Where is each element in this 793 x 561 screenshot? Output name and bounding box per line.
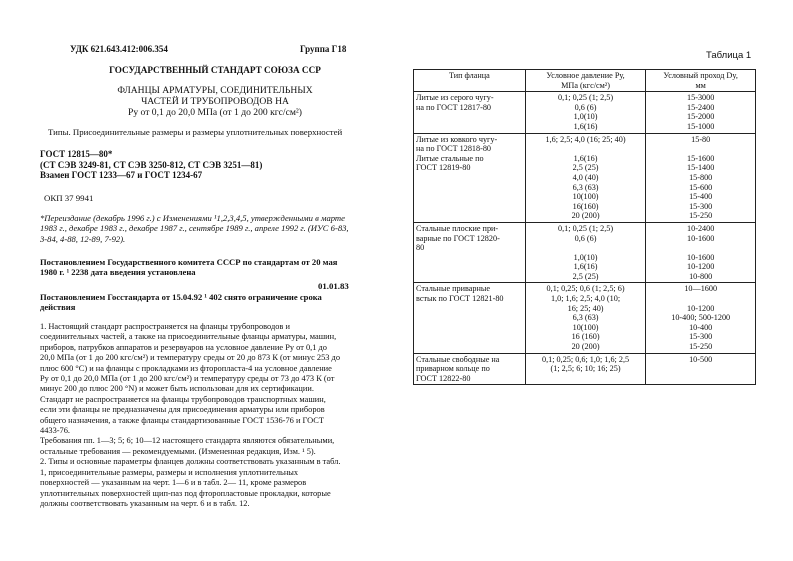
cell-line: 0,1; 0,25 (1; 2,5) bbox=[558, 93, 614, 103]
group-code: Группа Г18 bbox=[300, 44, 347, 54]
cell-line: 16 (160) bbox=[571, 332, 600, 342]
cell-line: 15-600 bbox=[689, 182, 713, 192]
cell-line: 16(160) bbox=[572, 201, 599, 211]
header-line: МПа (кгс/см²) bbox=[561, 80, 610, 90]
cell-line: 1,6(16) bbox=[573, 262, 598, 272]
cell-line bbox=[648, 144, 753, 154]
cell-line: 6,3 (63) bbox=[572, 313, 599, 323]
cell-pressure bbox=[525, 222, 646, 283]
gost-replaces: Взамен ГОСТ 1233—67 и ГОСТ 1234-67 bbox=[40, 170, 203, 180]
cell-line: 20 (200) bbox=[571, 211, 600, 221]
cell-line: 10-2400 bbox=[687, 223, 715, 233]
cell-line: 1,6(16) bbox=[573, 121, 598, 131]
title-line: ФЛАНЦЫ АРМАТУРЫ, СОЕДИНИТЕЛЬНЫХ bbox=[117, 85, 313, 96]
cell-pressure bbox=[525, 353, 646, 385]
cell-diameter bbox=[646, 92, 756, 133]
cell-line: 15-400 bbox=[689, 192, 713, 202]
decree-line: Постановлением Государственного комитета СССР по стандартам от 20 мая bbox=[40, 257, 338, 267]
table-row bbox=[414, 133, 756, 222]
decree-line: 1980 г. ¹ 2238 дата введения установлена bbox=[40, 267, 196, 278]
cell-line: Литые стальные по bbox=[416, 153, 484, 163]
body-line: 4433-76. bbox=[40, 426, 71, 436]
cell-line: 10-400 bbox=[689, 322, 713, 332]
cell-line: 10-1600 bbox=[687, 233, 715, 243]
cell-line: Литые из серого чугу- bbox=[416, 93, 494, 103]
cell-pressure bbox=[525, 92, 646, 133]
cell-pressure bbox=[525, 133, 646, 222]
cell-line: 0,1; 0,25; 0,6; 1,0; 1,6; 2,5 bbox=[542, 354, 630, 364]
cell-line: 15-1400 bbox=[687, 163, 715, 173]
body-line: минус 200 до плюс 200 °N) и может быть использован для их сертификации. bbox=[40, 384, 314, 394]
cell-line: 0,6 (6) bbox=[574, 233, 597, 243]
cell-diameter bbox=[646, 133, 756, 222]
decree2-line: Постановлением Госстандарта от 15.04.92 ¹ 402 снято ограничение срока bbox=[40, 292, 322, 302]
cell-pressure bbox=[525, 283, 646, 353]
header-line: мм bbox=[695, 80, 706, 90]
flange-table bbox=[413, 69, 756, 385]
cell-line: 15-800 bbox=[689, 172, 713, 182]
body-line: плюс 600 °С) и на фланцы с прокладками из фторопласта-4 на условное давление bbox=[40, 363, 332, 373]
decree2-block bbox=[40, 292, 378, 313]
cell-line: 1,0; 1,6; 2,5; 4,0 (10; bbox=[550, 294, 621, 304]
cell-line: 15-250 bbox=[689, 342, 713, 352]
cell-line: ГОСТ 12822-80 bbox=[416, 373, 471, 383]
cell-line: 15-300 bbox=[689, 201, 713, 211]
cell-line: 10(100) bbox=[572, 192, 599, 202]
body-line: уплотнительных поверхностей щип-паз под фторопластовые прокладки, которые bbox=[40, 488, 331, 498]
cell-flange-type bbox=[414, 353, 526, 385]
reissue-line: *Переиздание (декабрь 1996 г.) с Изменениями ¹1,2,3,4,5, утвержденными в марте bbox=[40, 213, 345, 223]
body-line: остальные требования — рекомендуемыми. (Измененная редакция, Изм. ¹ 5). bbox=[40, 446, 316, 456]
table-header-row bbox=[414, 70, 756, 92]
gost-block bbox=[40, 149, 378, 181]
cell-line: варные по ГОСТ 12820- bbox=[416, 233, 500, 243]
cell-line: 1,6; 2,5; 4,0 (16; 25; 40) bbox=[545, 134, 626, 144]
cell-line: 16; 25; 40) bbox=[567, 303, 604, 313]
cell-line: 15-1600 bbox=[687, 153, 715, 163]
body-line: Ру от 0,1 до 20,0 МПа (от 1 до 200 кгс/см²) и температуру среды от 73 до 473 К (от bbox=[40, 374, 335, 384]
cell-diameter bbox=[646, 222, 756, 283]
cell-line: 1,0(10) bbox=[573, 252, 598, 262]
cell-line: Стальные свободные на bbox=[416, 354, 500, 364]
cell-line: 10-500 bbox=[689, 354, 713, 364]
cell-line: 80 bbox=[416, 243, 425, 253]
udk-code: УДК 621.643.412:006.354 bbox=[70, 44, 168, 54]
body-line: 1, присоединительные размеры, размеры и исполнения уплотнительных bbox=[40, 467, 299, 477]
cell-line: на по ГОСТ 12817-80 bbox=[416, 102, 492, 112]
header-flange-type bbox=[414, 70, 526, 92]
body-line: Стандарт не распространяется на фланцы трубопроводов транспортных машин, bbox=[40, 394, 326, 404]
cell-line: 0,1; 0,25; 0,6 (1; 2,5; 6) bbox=[546, 284, 625, 294]
header-line: Тип фланца bbox=[448, 71, 490, 80]
body-line: Требования пп. 1—3; 5; 6; 10—12 настоящего стандарта являются обязательными, bbox=[40, 436, 335, 446]
cell-line: приварном кольце по bbox=[416, 364, 490, 374]
body-line: общего назначения, а также фланцы стандартизованные ГОСТ 1536-76 и ГОСТ bbox=[40, 415, 325, 425]
cell-line bbox=[648, 294, 753, 304]
cell-line: 10—1600 bbox=[684, 284, 718, 294]
body-line: приборов, патрубков аппаратов и резервуаров на условное давление Ру от 0,1 до bbox=[40, 342, 327, 352]
document-title bbox=[60, 85, 370, 118]
cell-line: 10-1200 bbox=[687, 262, 715, 272]
cell-line: 0,6 (6) bbox=[574, 102, 597, 112]
cell-line bbox=[528, 243, 644, 253]
table-body bbox=[414, 92, 756, 385]
cell-line: 6,3 (63) bbox=[572, 182, 599, 192]
cell-line: Стальные приварные bbox=[416, 284, 490, 294]
table-label: Таблица 1 bbox=[706, 50, 752, 61]
reissue-note bbox=[40, 213, 378, 244]
header-line: Условный проход Dy, bbox=[663, 71, 738, 80]
body-line: 20,0 МПа (от 1 до 200 кгс/см²) и температуру среды от 20 до 873 К (от минус 253 до bbox=[40, 353, 341, 363]
gost-sev: (СТ СЭВ 3249-81, СТ СЭВ 3250-812, СТ СЭВ 3251—81) bbox=[40, 159, 263, 170]
decree2-line: действия bbox=[40, 302, 76, 313]
cell-line: 2,5 (25) bbox=[572, 271, 599, 281]
cell-line: 15-250 bbox=[689, 211, 713, 221]
cell-line: 1,0(10) bbox=[573, 112, 598, 122]
cell-line: встык по ГОСТ 12821-80 bbox=[416, 294, 504, 304]
header-diameter bbox=[646, 70, 756, 92]
cell-line: Литые из ковкого чугу- bbox=[416, 134, 498, 144]
body-line: 2. Типы и основные параметры фланцев должны соответствовать указанным в табл. bbox=[40, 457, 341, 467]
body-line: если эти фланцы не предназначены для присоединения арматуры или приборов bbox=[40, 405, 325, 415]
reissue-line: 3-84, 4-88, 12-89, 7-92). bbox=[40, 233, 126, 244]
body-line: соединительных частей, а также на присоединительные фланцы арматуры, машин, bbox=[40, 332, 337, 342]
header-line: Условное давление Ру, bbox=[546, 71, 625, 80]
table-row bbox=[414, 92, 756, 133]
okp-code: ОКП 37 9941 bbox=[44, 193, 94, 203]
header-pressure bbox=[525, 70, 646, 92]
cell-line: 10-800 bbox=[689, 271, 713, 281]
standard-title: ГОСУДАРСТВЕННЫЙ СТАНДАРТ СОЮЗА ССР bbox=[109, 65, 321, 75]
cell-line: 10-1600 bbox=[687, 252, 715, 262]
cell-line: 10(100) bbox=[572, 322, 599, 332]
cell-line: 4,0 (40) bbox=[572, 172, 599, 182]
cell-line: 15-2000 bbox=[687, 112, 715, 122]
cell-line: 10-1200 bbox=[687, 303, 715, 313]
types-line: Типы. Присоединительные размеры и размеры уплотнительных поверхностей bbox=[48, 127, 343, 137]
cell-line: 20 (200) bbox=[571, 342, 600, 352]
cell-line: 15-80 bbox=[691, 134, 711, 144]
cell-diameter bbox=[646, 353, 756, 385]
cell-flange-type bbox=[414, 222, 526, 283]
body-line: должны соответствовать указанным на черт. 6 и в табл. 12. bbox=[40, 498, 250, 508]
title-range: Ру от 0,1 до 20,0 МПа (от 1 до 200 кгс/см²) bbox=[128, 107, 302, 118]
table-row bbox=[414, 353, 756, 385]
table-row bbox=[414, 283, 756, 353]
cell-line: 0,1; 0,25 (1; 2,5) bbox=[558, 223, 614, 233]
decree-block bbox=[40, 257, 378, 278]
cell-line: 15-1000 bbox=[687, 121, 715, 131]
cell-line: 15-300 bbox=[689, 332, 713, 342]
intro-date: 01.01.83 bbox=[318, 281, 349, 291]
cell-line bbox=[528, 144, 644, 154]
cell-flange-type bbox=[414, 133, 526, 222]
cell-line: (1; 2,5; 6; 10; 16; 25) bbox=[550, 364, 621, 374]
cell-line: на по ГОСТ 12818-80 bbox=[416, 144, 492, 154]
cell-line bbox=[648, 243, 753, 253]
body-line: поверхностей — указанным на черт. 1—6 и в табл. 2— 11, кроме размеров bbox=[40, 478, 307, 488]
cell-line: 15-2400 bbox=[687, 102, 715, 112]
cell-flange-type bbox=[414, 283, 526, 353]
body-line: 1. Настоящий стандарт распространяется на фланцы трубопроводов и bbox=[40, 322, 290, 331]
cell-diameter bbox=[646, 283, 756, 353]
cell-line: 15-3000 bbox=[687, 93, 715, 103]
cell-line: 10-400; 500-1200 bbox=[671, 313, 731, 323]
table-row bbox=[414, 222, 756, 283]
cell-line: Стальные плоские при- bbox=[416, 223, 499, 233]
cell-line: 1,6(16) bbox=[573, 153, 598, 163]
reissue-line: 1983 г., декабре 1983 г., декабре 1987 г., сентябре 1989 г., апреле 1992 г. (ИУС 6-83, bbox=[40, 223, 349, 234]
cell-line: ГОСТ 12819-80 bbox=[416, 163, 471, 173]
title-line: ЧАСТЕЙ И ТРУБОПРОВОДОВ НА bbox=[141, 96, 289, 107]
cell-flange-type bbox=[414, 92, 526, 133]
gost-number: ГОСТ 12815—80* bbox=[40, 149, 113, 159]
cell-line: 2,5 (25) bbox=[572, 163, 599, 173]
body-text bbox=[40, 322, 378, 509]
